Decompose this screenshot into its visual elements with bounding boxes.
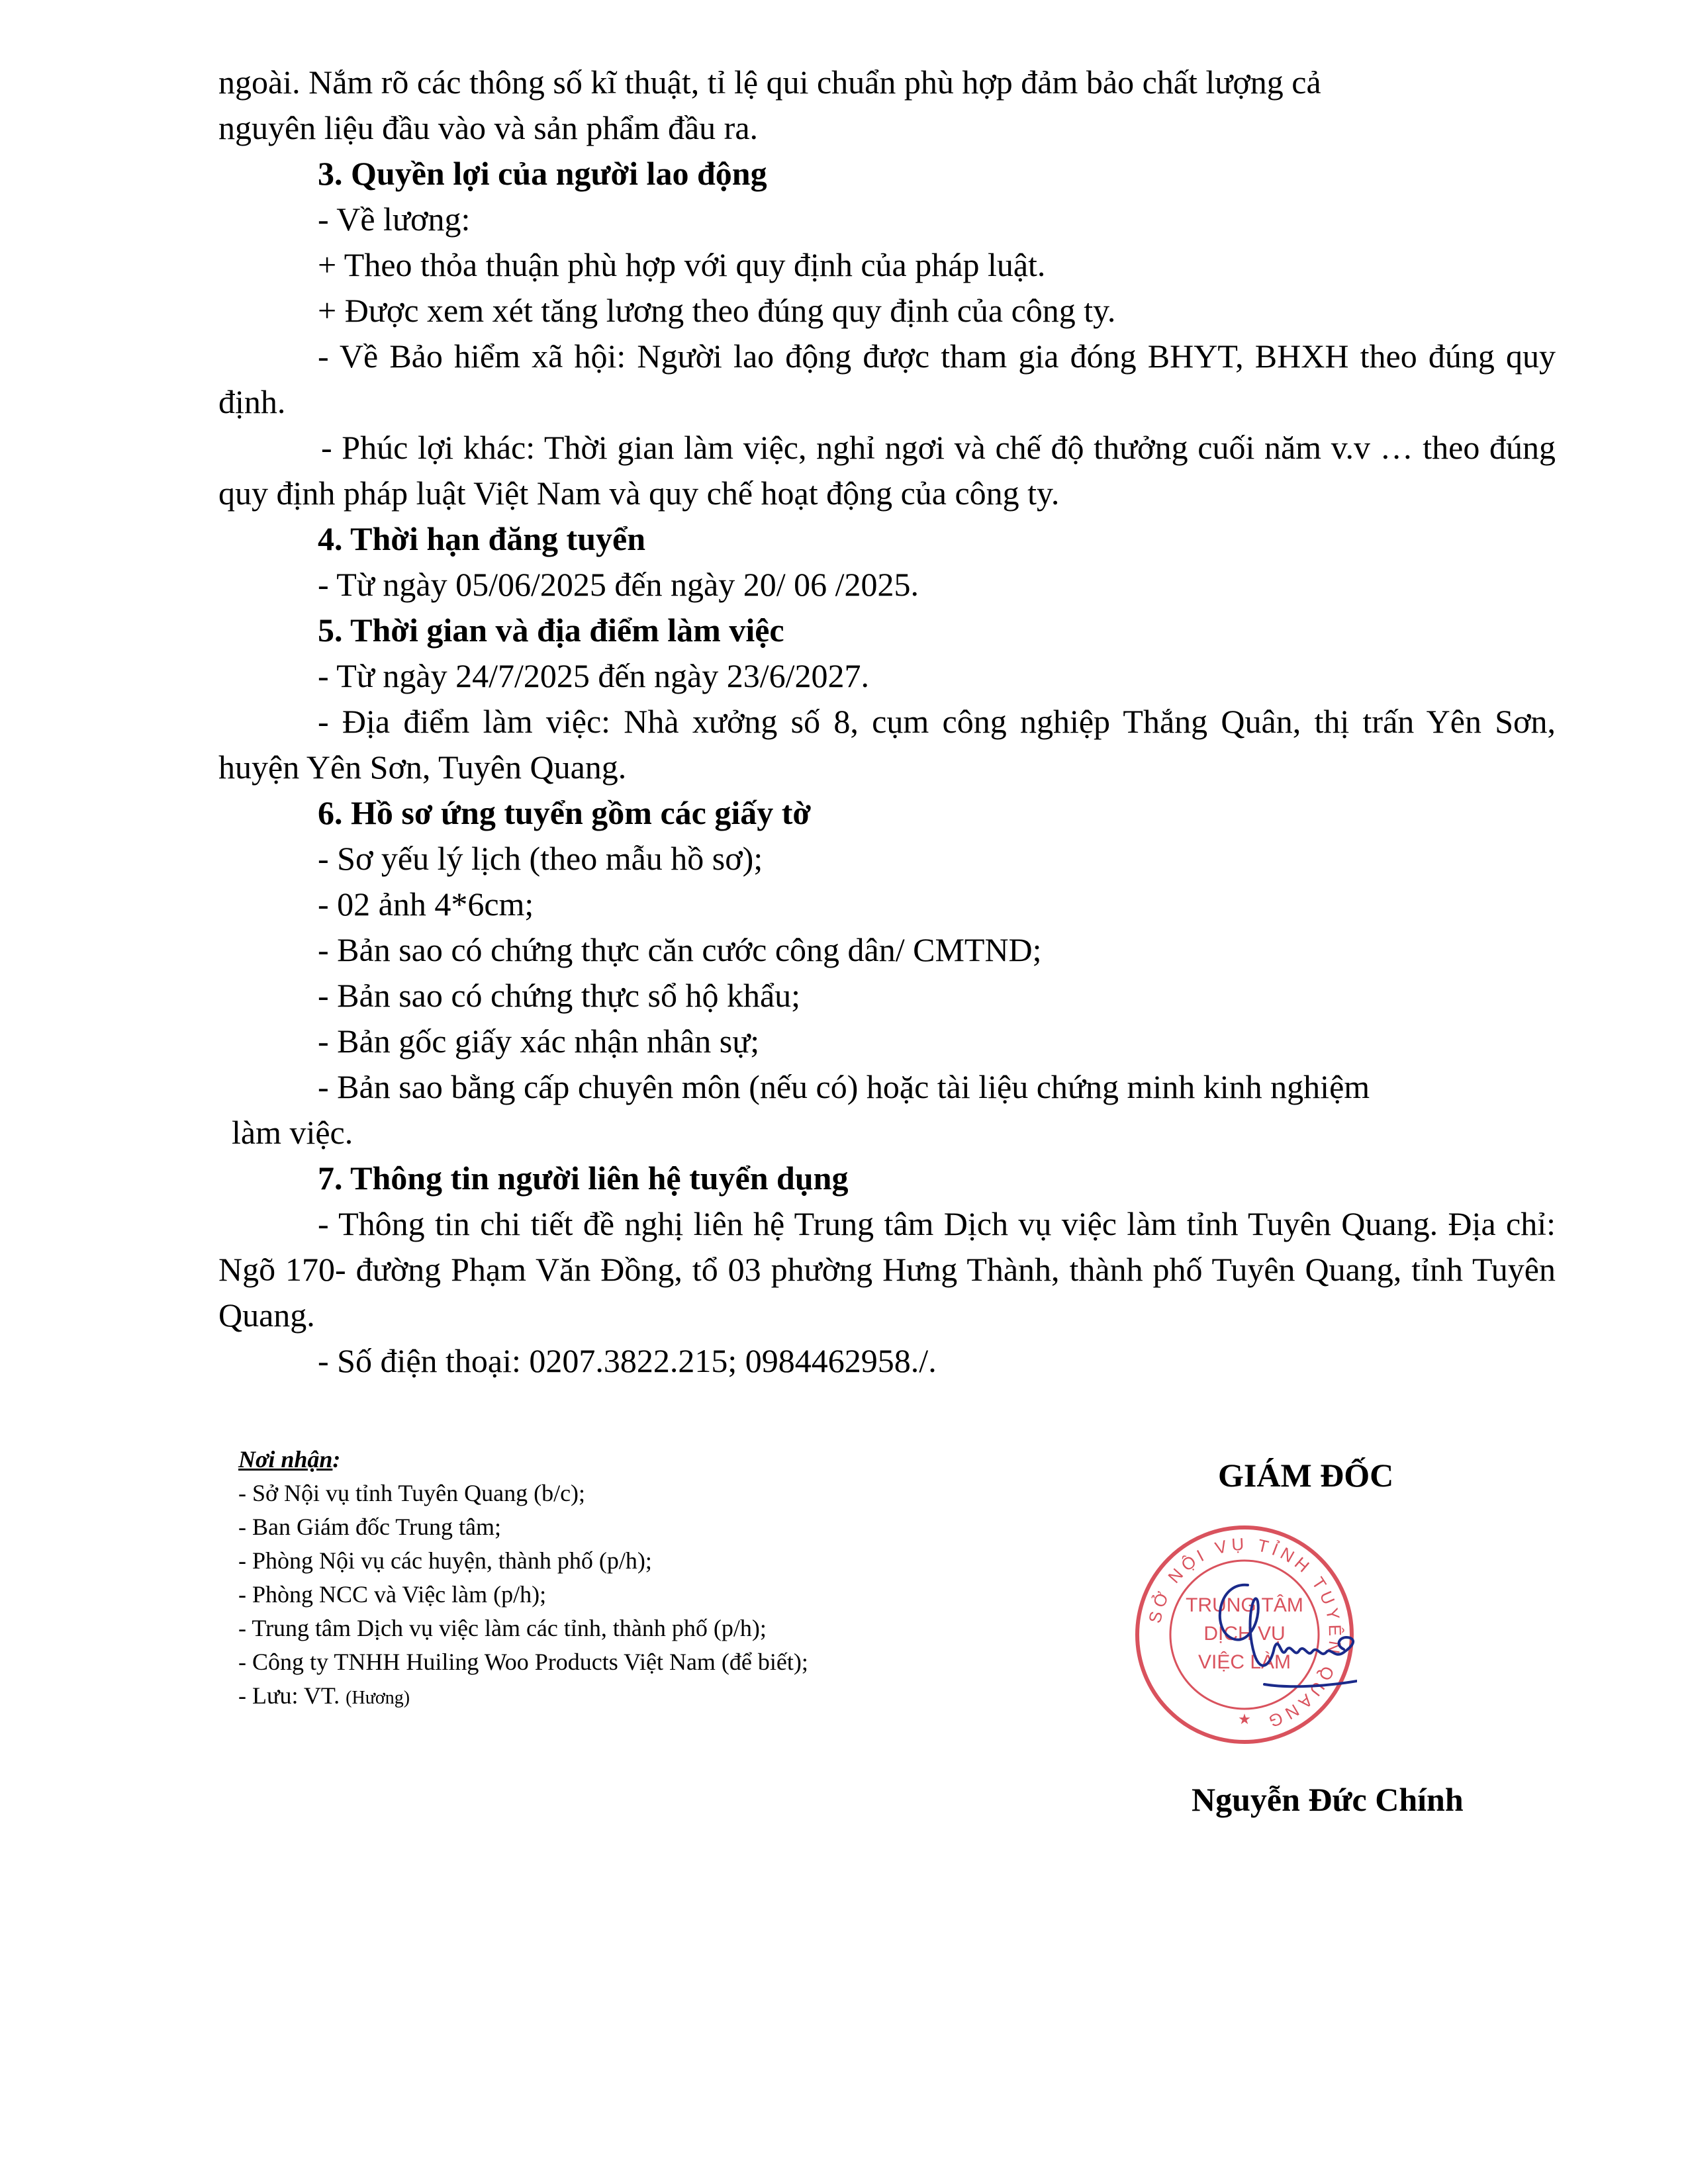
- intro-line-1: ngoài. Nắm rõ các thông số kĩ thuật, tỉ lệ qui chuẩn phù hợp đảm bảo chất lượng cả: [218, 64, 1321, 101]
- document-item-last-line-2: làm việc.: [232, 1114, 353, 1151]
- section-4-heading: 4. Thời hạn đăng tuyển: [318, 520, 646, 557]
- signer-name: Nguyễn Đức Chính: [1192, 1781, 1464, 1818]
- seal-center-line: TRUNG TÂM: [1186, 1594, 1303, 1616]
- phone-line: - Số điện thoại: 0207.3822.215; 0984462958./.: [318, 1342, 937, 1379]
- signer-title: GIÁM ĐỐC: [1218, 1457, 1394, 1494]
- document-item: - Bản sao có chứng thực sổ hộ khẩu;: [318, 977, 801, 1014]
- insurance-paragraph: - Về Bảo hiểm xã hội: Người lao động được tham gia đóng BHYT, BHXH theo đúng quy định.: [218, 338, 1556, 420]
- document-item: - 02 ảnh 4*6cm;: [318, 886, 534, 923]
- recipient-item: - Sở Nội vụ tỉnh Tuyên Quang (b/c);: [238, 1480, 586, 1506]
- archive-note: (Hương): [346, 1688, 410, 1708]
- document-body: [218, 60, 1556, 1384]
- posting-period: - Từ ngày 05/06/2025 đến ngày 20/ 06 /2025.: [318, 566, 919, 603]
- work-location: - Địa điểm làm việc: Nhà xưởng số 8, cụm công nghiệp Thắng Quân, thị trấn Yên Sơn, huyện Yên Sơn, Tuyên Quang.: [218, 703, 1556, 786]
- recipients-block: [238, 1443, 1099, 1715]
- contact-paragraph: - Thông tin chi tiết đề nghị liên hệ Trung tâm Dịch vụ việc làm tỉnh Tuyên Quang. Địa chỉ: Ngõ 170- đường Phạm Văn Đồng, tổ 03 phường Hưng Thành, thành phố Tuyên Quang, tỉnh Tuyên Quang.: [218, 1205, 1556, 1334]
- section-6-heading: 6. Hồ sơ ứng tuyển gồm các giấy tờ: [318, 794, 812, 831]
- salary-label: - Về lương:: [318, 201, 471, 238]
- seal-center-line: DỊCH VỤ: [1203, 1623, 1286, 1645]
- salary-item-raise: + Được xem xét tăng lương theo đúng quy định của công ty.: [318, 292, 1116, 329]
- official-seal: [1132, 1522, 1357, 1747]
- recipients-heading-text: Nơi nhận: [238, 1446, 333, 1473]
- document-item-last-line-1: - Bản sao bằng cấp chuyên môn (nếu có) hoặc tài liệu chứng minh kinh nghiệm: [318, 1068, 1370, 1105]
- work-period: - Từ ngày 24/7/2025 đến ngày 23/6/2027.: [318, 657, 870, 694]
- archive-label: - Lưu: VT.: [238, 1682, 340, 1709]
- document-item: - Bản gốc giấy xác nhận nhân sự;: [318, 1023, 760, 1060]
- intro-line-2: nguyên liệu đầu vào và sản phẩm đầu ra.: [218, 109, 759, 146]
- document-item: - Sơ yếu lý lịch (theo mẫu hồ sơ);: [318, 840, 763, 877]
- recipient-item: - Trung tâm Dịch vụ việc làm các tỉnh, thành phố (p/h);: [238, 1615, 767, 1641]
- section-5-heading: 5. Thời gian và địa điểm làm việc: [318, 612, 784, 649]
- recipient-item-archive: [238, 1679, 1099, 1715]
- section-3-heading: 3. Quyền lợi của người lao động: [318, 155, 767, 192]
- section-7-heading: 7. Thông tin người liên hệ tuyển dụng: [318, 1160, 849, 1197]
- document-item: - Bản sao có chứng thực căn cước công dân/ CMTND;: [318, 931, 1042, 968]
- seal-star-icon: ★: [1238, 1711, 1251, 1728]
- recipients-heading: [238, 1443, 1099, 1477]
- recipients-heading-colon: :: [332, 1446, 341, 1473]
- seal-center-line: VIỆC LÀM: [1197, 1651, 1291, 1673]
- recipient-item: - Phòng NCC và Việc làm (p/h);: [238, 1581, 547, 1608]
- recipient-item: - Phòng Nội vụ các huyện, thành phố (p/h);: [238, 1547, 652, 1574]
- recipient-item: - Công ty TNHH Huiling Woo Products Việt Nam (để biết);: [238, 1649, 808, 1675]
- recipient-item: - Ban Giám đốc Trung tâm;: [238, 1514, 501, 1540]
- seal-ring-text: SỞ NỘI VỤ TỈNH TUYÊN QUANG: [1145, 1533, 1346, 1733]
- other-benefits-paragraph: - Phúc lợi khác: Thời gian làm việc, nghỉ ngơi và chế độ thưởng cuối năm v.v … theo đúng quy định pháp luật Việt Nam và quy chế hoạt động của công ty.: [218, 429, 1556, 512]
- signature-block: [1112, 1456, 1589, 1919]
- salary-item-agreement: + Theo thỏa thuận phù hợp với quy định của pháp luật.: [318, 246, 1046, 283]
